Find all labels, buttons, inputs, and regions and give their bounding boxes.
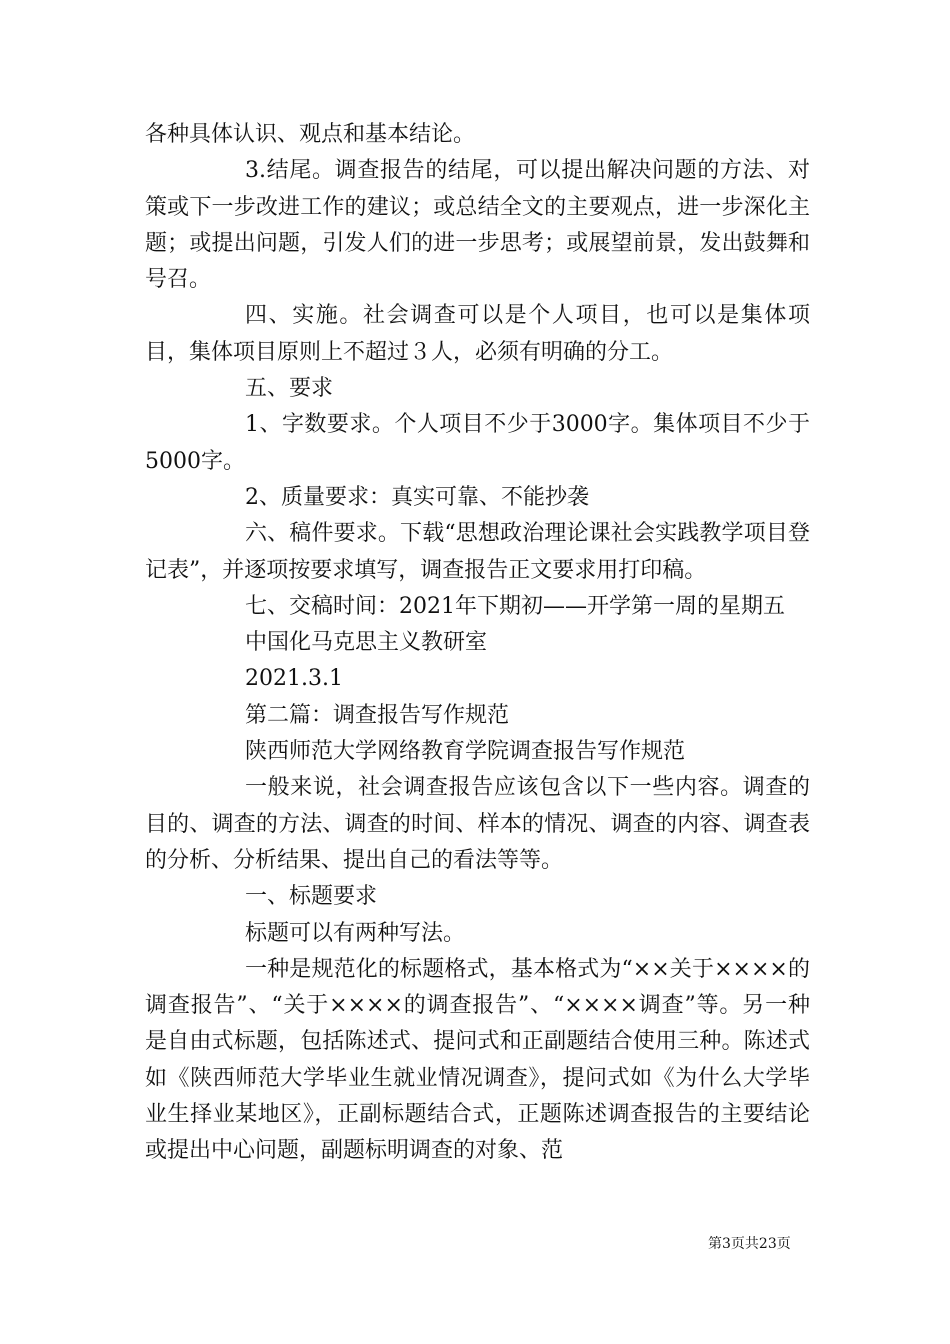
paragraph-general: 一般来说，社会调查报告应该包含以下一些内容。调查的目的、调查的方法、调查的时间、样本的情况、调查的内容、调查表的分析、分析结果、提出自己的看法等等。 xyxy=(145,775,810,873)
body-text xyxy=(145,117,810,1170)
paragraph-quality: 2、质量要求：真实可靠、不能抄袭 xyxy=(245,484,589,510)
paragraph-continuation: 各种具体认识、观点和基本结论。 xyxy=(145,122,476,147)
paragraph-manuscript: 六、稿件要求。下载“思想政治理论课社会实践教学项目登记表”，并逐项按要求填写，调查报告正文要求用打印稿。 xyxy=(145,521,810,583)
signature-date: 2021.3.1 xyxy=(245,666,343,692)
paragraph-deadline: 七、交稿时间：2021年下期初——开学第一周的星期五 xyxy=(245,593,785,619)
heading-second-article: 第二篇：调查报告写作规范 xyxy=(245,702,510,728)
paragraph-title-formats: 一种是规范化的标题格式，基本格式为“××关于××××的调查报告”、“关于××××的调查报告”、“××××调查”等。另一种是自由式标题，包括陈述式、提问式和正副题结合使用三种。陈述式如《陕西师范大学毕业生就业情况调查》，提问式如《为什么大学毕业生择业某地区》，正副标题结合式，正题陈述调查报告的主要结论或提出中心问题，副题标明调查的对象、范 xyxy=(145,956,810,1164)
paragraph-title-two-ways: 标题可以有两种写法。 xyxy=(245,920,466,946)
signature-office: 中国化马克思主义教研室 xyxy=(245,630,488,656)
paragraph-implementation: 四、实施。社会调查可以是个人项目，也可以是集体项目，集体项目原则上不超过３人，必须有明确的分工。 xyxy=(145,303,810,365)
heading-requirements: 五、要求 xyxy=(245,376,334,402)
heading-report-spec: 陕西师范大学网络教育学院调查报告写作规范 xyxy=(245,739,686,765)
heading-title-requirements: 一、标题要求 xyxy=(245,884,378,910)
page-number-footer: 第3页共23页 xyxy=(708,1236,791,1252)
paragraph-ending: 3.结尾。调查报告的结尾，可以提出解决问题的方法、对策或下一步改进工作的建议；或总结全文的主要观点，进一步深化主题；或提出问题，引发人们的进一步思考；或展望前景，发出鼓舞和号召。 xyxy=(145,158,810,293)
paragraph-word-count: 1、字数要求。个人项目不少于3000字。集体项目不少于5000字。 xyxy=(145,412,810,474)
